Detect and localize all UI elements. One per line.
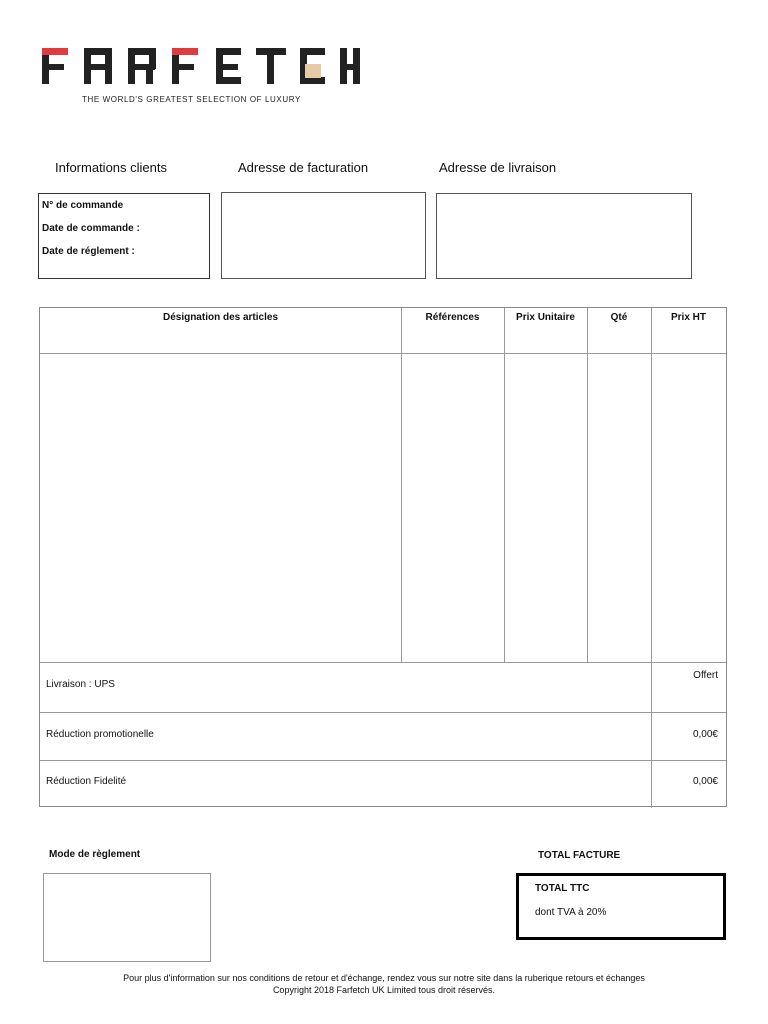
items-table	[39, 307, 727, 807]
brand-tagline: THE WORLD'S GREATEST SELECTION OF LUXURY	[82, 95, 301, 104]
footer	[0, 972, 768, 996]
header-designation: Désignation des articles	[162, 312, 279, 323]
client-info-box	[38, 193, 210, 279]
payment-mode-label: Mode de règlement	[49, 849, 141, 860]
row-divider	[40, 662, 726, 663]
vat-label: dont TVA à 20%	[535, 907, 607, 918]
shipping-label: Livraison : UPS	[46, 679, 115, 690]
billing-address-heading: Adresse de facturation	[238, 160, 369, 175]
loyalty-discount-label: Réduction Fidelité	[46, 776, 127, 787]
column-divider	[504, 308, 505, 662]
header-divider	[40, 353, 726, 354]
column-divider	[401, 308, 402, 662]
header-references: Références	[425, 312, 480, 323]
total-box	[516, 873, 726, 940]
client-info-heading: Informations clients	[55, 160, 167, 175]
order-date-label: Date de commande :	[42, 223, 140, 234]
logo-wordmark-graphic	[40, 42, 360, 90]
footer-copyright: Copyright 2018 Farfetch UK Limited tous droit réservés.	[272, 985, 496, 995]
order-number-label: N° de commande	[42, 200, 124, 211]
delivery-address-heading: Adresse de livraison	[439, 160, 557, 175]
billing-address-box	[221, 192, 426, 279]
total-ttc-label: TOTAL TTC	[535, 883, 590, 894]
promo-discount-value: 0,00€	[692, 729, 718, 740]
promo-discount-label: Réduction promotionelle	[46, 729, 154, 740]
payment-date-label: Date de réglement :	[42, 246, 135, 257]
column-divider	[587, 308, 588, 662]
header-unit-price: Prix Unitaire	[516, 312, 575, 323]
header-quantity: Qté	[610, 312, 628, 323]
farfetch-logo	[40, 42, 360, 112]
row-divider	[40, 760, 726, 761]
column-divider	[651, 308, 652, 808]
row-divider	[40, 712, 726, 713]
footer-returns-note: Pour plus d'information sur nos conditions de retour et d'échange, rendez vous sur notre site dans la ruberique retours et échanges	[123, 973, 645, 983]
delivery-address-box	[436, 193, 692, 279]
header-price-ht: Prix HT	[670, 312, 706, 323]
total-invoice-heading: TOTAL FACTURE	[538, 850, 621, 861]
shipping-value: Offert	[693, 670, 718, 681]
loyalty-discount-value: 0,00€	[692, 776, 718, 787]
payment-mode-box	[43, 873, 211, 962]
